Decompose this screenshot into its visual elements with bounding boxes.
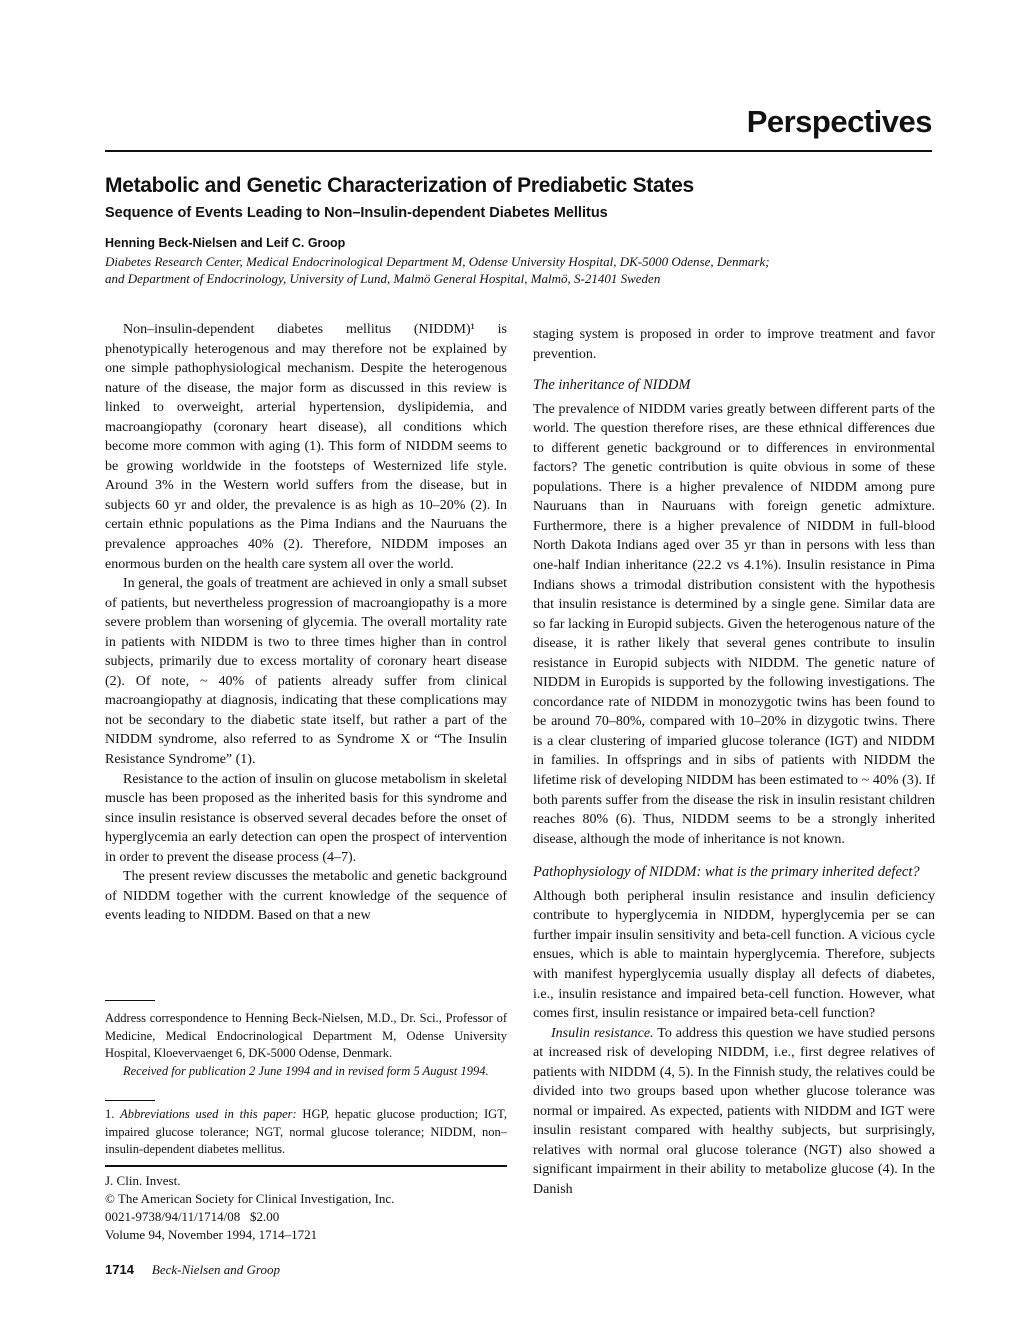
correspondence-footnote (105, 1010, 507, 1080)
body-paragraph: Non–insulin-dependent diabetes mellitus (NIDDM)¹ is phenotypically heterogenous and may therefore not be explained by one simple pathophysiological mechanism. Despite the heterogenous nature of the disease, the major form as discussed in this review is linked to overweight, arterial hypertension, dyslipidemia, and macroangiopathy (coronary heart disease), all conditions which become more common with aging (1). This form of NIDDM seems to be growing worldwide in the footsteps of Westernized life style. Around 3% in the Western world suffers from the disease, but in subjects 60 yr and older, the prevalence is as high as 10–20% (2). In certain ethnic populations as the Pima Indians and the Nauruans the prevalence approaches 40% (2). Therefore, NIDDM imposes an enormous burden on the health care system all over the world. (105, 322, 507, 572)
body-paragraph: staging system is proposed in order to improve treatment and favor prevention. (533, 327, 935, 362)
volume-info: Volume 94, November 1994, 1714–1721 (105, 1227, 318, 1242)
affiliation-2: and Department of Endocrinology, University of Lund, Malmö General Hospital, Malmö, S-21401 Sweden (105, 271, 661, 286)
abbreviations-footnote (105, 1106, 507, 1159)
affiliation-1: Diabetes Research Center, Medical Endocrinological Department M, Odense University Hospital, DK-5000 Odense, Denmark; (105, 254, 770, 269)
page-number: 1714 (105, 1262, 134, 1277)
run-in-heading: Insulin resistance. (551, 1025, 654, 1041)
footnote-rule (105, 1000, 155, 1001)
folio (105, 1262, 280, 1278)
section-heading: Pathophysiology of NIDDM: what is the primary inherited defect? (533, 864, 920, 881)
section-label: Perspectives (746, 104, 932, 139)
body-paragraph: Resistance to the action of insulin on glucose metabolism in skeletal muscle has been proposed as the inherited basis for this syndrome and since insulin resistance is observed several decades before the onset of hyperglycemia an early detection can open the prospect of intervention in order to prevent the disease process (4–7). (105, 771, 507, 865)
correspondence-note: Address correspondence to Henning Beck-Nielsen, M.D., Dr. Sci., Professor of Medicine, Medical Endocrinological Department M, Odense University Hospital, Kloevervaenget 6, DK-5000 Odense, Denmark. (105, 1011, 507, 1060)
left-column (105, 320, 507, 926)
paragraph-text: To address this question we have studied persons at increased risk of developing NIDDM, i.e., first degree relatives of patients with NIDDM (4, 5). In the Finnish study, the relatives could be divided into two groups based upon whether glucose tolerance was normal or impaired. As expected, patients with NIDDM and IGT were insulin resistant compared with healthy subjects, but surprisingly, relatives with normal oral glucose tolerance (NGT) also showed a significant impairment in their ability to metabolize glucose (4). In the Danish (533, 1025, 935, 1197)
journal-info-rule (105, 1165, 507, 1167)
abbreviations-text: HGP, hepatic glucose production; IGT, impaired glucose tolerance; NGT, normal glucose tolerance; NIDDM, non–insulin-dependent diabetes mellitus. (105, 1107, 508, 1156)
copyright: © The American Society for Clinical Investigation, Inc. (105, 1191, 395, 1206)
body-paragraph: The prevalence of NIDDM varies greatly between different parts of the world. The question therefore rises, are these ethnical differences due to different genetic background or to differences in environmental factors? The genetic contribution is quite obvious in some of these populations. There is a higher prevalence of NIDDM among pure Nauruans than in Nauruans with foreign genetic admixture. Furthermore, there is a higher prevalence of NIDDM in full-blood North Dakota Indians aged over 35 yr than in persons with less than one-half Indian inheritance (22.2 vs 4.1%). Insulin resistance in Pima Indians shows a trimodal distribution consistent with the hypothesis that insulin resistance is determined by a single gene. Similar data are so far lacking in Europid subjects. Given the heterogenous nature of the disease, it is rather likely that several genes contribute to insulin resistance in Europid subjects with NIDDM. The genetic nature of NIDDM in Europids is supported by the following investigations. The concordance rate of NIDDM in monozygotic twins has been found to be around 70–80%, compared with 10–20% in dizygotic twins. There is a clear clustering of imparied glucose tolerance (IGT) and NIDDM in families. In offsprings and in sibs of patients with NIDDM the lifetime risk of developing NIDDM has been estimated to ~ 40% (3). If both parents suffer from the disease the risk in insulin resistant children reaches 80% (6). Thus, NIDDM seems to be a strongly inherited disease, although the mode of inheritance is not known. (533, 401, 935, 847)
abbreviations-label: Abbreviations used in this paper: (120, 1107, 297, 1121)
body-paragraph: In general, the goals of treatment are achieved in only a small subset of patients, but nevertheless progression of macroangiopathy is a more severe problem than worsening of glycemia. The overall mortality rate in patients with NIDDM is two to three times higher than in control subjects, primarily due to excess mortality of coronary heart disease (2). Of note, ~ 40% of patients already suffer from clinical macroangiopathy at diagnosis, indicating that these complications may not be secondary to the diabetic state itself, but rather a part of the NIDDM syndrome, also referred to as Syndrome X or “The Insulin Resistance Syndrome” (1). (105, 576, 507, 768)
article-subtitle: Sequence of Events Leading to Non–Insulin-dependent Diabetes Mellitus (105, 205, 608, 221)
body-paragraph (533, 1024, 935, 1200)
footnote-number: 1. (105, 1107, 121, 1121)
body-paragraph: The present review discusses the metabolic and genetic background of NIDDM together with the current knowledge of the sequence of events leading to NIDDM. Based on that a new (105, 869, 507, 924)
running-head: Beck-Nielsen and Groop (151, 1262, 280, 1277)
authors: Henning Beck-Nielsen and Leif C. Groop (105, 236, 346, 250)
article-title: Metabolic and Genetic Characterization of Prediabetic States (105, 174, 694, 197)
footnote-rule (105, 1100, 155, 1101)
article-code: 0021-9738/94/11/1714/08 $2.00 (105, 1209, 280, 1224)
section-heading: The inheritance of NIDDM (533, 377, 691, 394)
journal-name: J. Clin. Invest. (105, 1173, 181, 1188)
received-note: Received for publication 2 June 1994 and in revised form 5 August 1994. (123, 1063, 489, 1078)
header-rule (105, 150, 932, 152)
right-column (533, 325, 935, 1200)
journal-info (105, 1172, 394, 1244)
body-paragraph: Although both peripheral insulin resistance and insulin deficiency contribute to hyperglycemia in NIDDM, hyperglycemia per se can further impair insulin sensitivity and beta-cell function. A vicious cycle ensues, which is able to maintain hyperglycemia. Therefore, subjects with manifest hyperglycemia usually display all defects of diabetes, i.e., insulin resistance and impaired beta-cell function. However, what comes first, insulin resistance or impaired beta-cell function? (533, 888, 935, 1022)
